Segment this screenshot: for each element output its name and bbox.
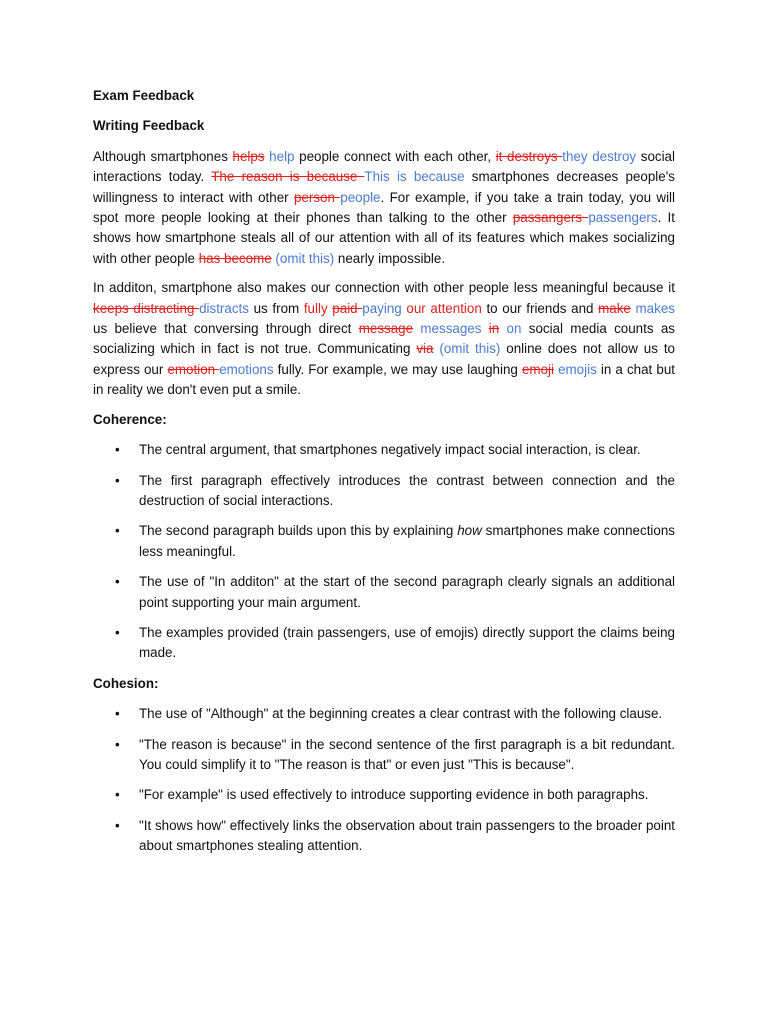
text: in a chat but in reality we don't even put a smile.	[93, 361, 675, 398]
deletion: has become	[198, 250, 272, 266]
insertion: (omit this)	[275, 250, 335, 266]
list-item-text: "The reason is because" in the second sentence of the first paragraph is a bit redundant. You could simplify it to "The reason is that" or even just "This is because".	[139, 736, 675, 772]
coherence-heading: Coherence:	[93, 411, 167, 427]
emphasis: how	[457, 523, 482, 539]
list-item-text: The examples provided (train passengers, use of emojis) directly support the claims being made.	[139, 624, 675, 661]
insertion: This is because	[364, 169, 465, 185]
text: online does not allow us to express our	[93, 341, 675, 377]
cohesion-heading: Cohesion:	[93, 675, 159, 691]
bullet-icon: •	[115, 624, 120, 640]
insertion: passengers	[588, 210, 658, 226]
text: In additon, smartphone also makes our connection with other people less meaningful because it	[93, 280, 675, 296]
list-item	[93, 785, 675, 805]
text: . For example, if you take a train today, you will spot more people looking at their phones than talking to the other	[93, 189, 676, 226]
cohesion-list	[93, 704, 675, 856]
list-item-text: The use of "In additon" at the start of the second paragraph clearly signals an additional point supporting your main argument.	[139, 574, 675, 610]
text: fully. For example, we may use laughing	[273, 361, 522, 377]
deletion: emotion	[167, 361, 220, 377]
red-addition: fully	[303, 300, 333, 316]
deletion: emoji	[521, 361, 554, 377]
insertion: distracts	[199, 300, 249, 316]
bullet-icon: •	[115, 574, 120, 590]
deletion: it destroys	[495, 148, 563, 164]
text: to our friends and	[481, 300, 599, 316]
list-item	[93, 471, 675, 512]
insertion: paying	[362, 300, 402, 316]
bullet-icon: •	[115, 442, 120, 458]
insertion: help	[269, 148, 295, 164]
text: social interactions today.	[93, 148, 675, 185]
text	[481, 321, 488, 336]
text: . It shows how smartphone steals all of our attention with all of its features which makes socializing with other people	[93, 210, 675, 266]
bullet-icon: •	[115, 472, 120, 488]
insertion: people	[340, 189, 381, 205]
document-body	[93, 86, 675, 867]
doc-title: Exam Feedback	[93, 88, 195, 103]
text: smartphones decreases people's willingness to interact with other	[93, 169, 675, 205]
deletion: helps	[232, 148, 265, 164]
list-item	[93, 572, 675, 613]
insertion: messages	[420, 321, 482, 337]
list-item	[93, 735, 675, 776]
text: us believe that conversing through direct	[93, 321, 359, 337]
text: nearly impossible.	[334, 250, 446, 266]
list-item	[93, 521, 675, 562]
bullet-icon: •	[115, 817, 120, 833]
list-item-text: The first paragraph effectively introduces the contrast between connection and the destruction of social interactions.	[139, 472, 675, 508]
list-item	[93, 440, 675, 460]
paragraph-2	[93, 278, 675, 400]
doc-subtitle: Writing Feedback	[93, 118, 205, 134]
list-item-text: The use of "Although" at the beginning creates a clear contrast with the following clause.	[139, 706, 663, 722]
bullet-icon: •	[115, 787, 120, 803]
insertion: emotions	[219, 361, 274, 377]
bullet-icon: •	[115, 706, 120, 722]
list-item-text: The second paragraph builds upon this by explaining	[139, 523, 458, 539]
text	[499, 321, 506, 336]
deletion: keeps distracting	[93, 300, 200, 316]
list-item	[93, 704, 675, 724]
insertion: they destroy	[562, 148, 637, 164]
insertion: (omit this)	[439, 341, 501, 357]
deletion: message	[358, 321, 414, 337]
deletion: The reason is because	[211, 169, 365, 185]
list-item	[93, 623, 675, 664]
insertion: emojis	[558, 361, 601, 377]
deletion: paid	[332, 300, 363, 316]
deletion: passangers	[512, 210, 589, 226]
text: people connect with each other,	[294, 148, 496, 164]
paragraph-1	[93, 147, 675, 269]
text: Although smartphones	[93, 148, 233, 164]
coherence-list	[93, 440, 675, 664]
deletion: make	[598, 300, 631, 316]
red-addition: our attention	[406, 300, 482, 316]
list-item-text: smartphones make connections less meaningful.	[139, 523, 675, 559]
list-item	[93, 816, 675, 857]
deletion: person	[293, 189, 341, 205]
deletion: via	[416, 341, 434, 357]
bullet-icon: •	[115, 736, 120, 752]
bullet-icon: •	[115, 523, 120, 539]
text: us from	[248, 300, 304, 316]
insertion: on	[506, 321, 522, 337]
list-item-text: The central argument, that smartphones negatively impact social interaction, is clear.	[139, 442, 641, 458]
text: social media counts as socializing which in fact is not true. Communicating	[93, 321, 676, 357]
list-item-text: "It shows how" effectively links the observation about train passengers to the broader point about smartphones stealing attention.	[139, 817, 675, 854]
list-item-text: "For example" is used effectively to introduce supporting evidence in both paragraphs.	[139, 787, 649, 803]
deletion: in	[488, 321, 500, 337]
insertion: makes	[635, 300, 675, 316]
